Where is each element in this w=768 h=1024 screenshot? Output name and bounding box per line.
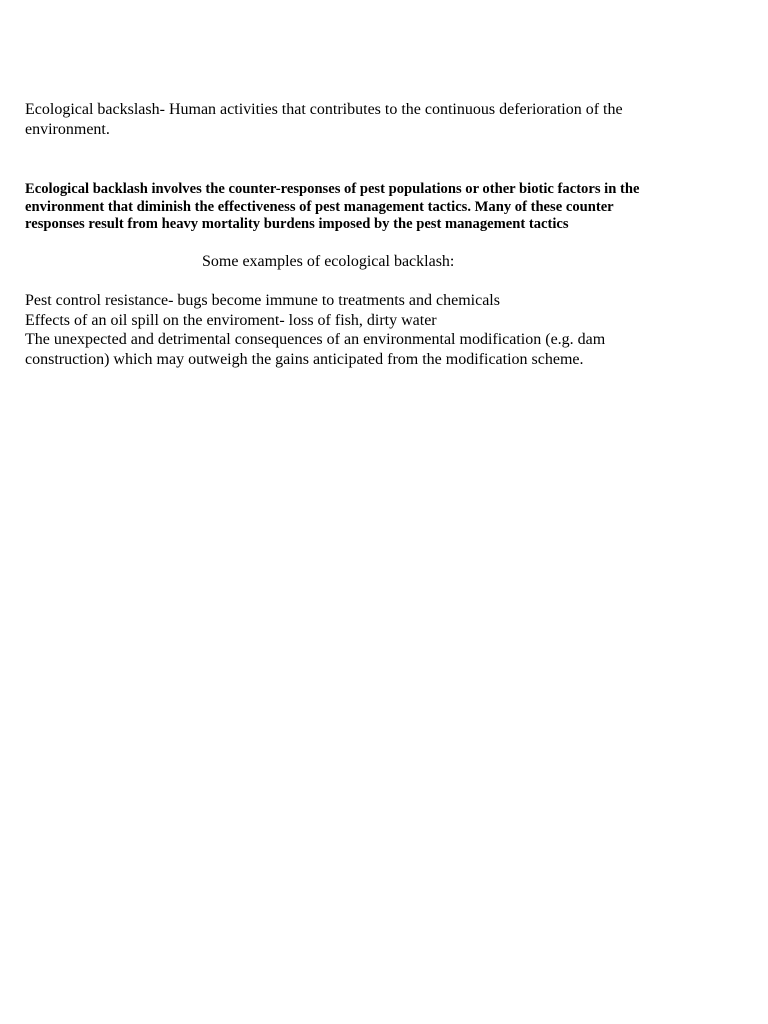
examples-heading: Some examples of ecological backlash: bbox=[202, 252, 455, 270]
example-item: Pest control resistance- bugs become immune to treatments and chemicals bbox=[25, 292, 500, 309]
example-item: The unexpected and detrimental consequences of an environmental modification (e.g. dam construction) which may outweigh the gains anticipated from the modification scheme. bbox=[25, 331, 606, 368]
bold-paragraph: Ecological backlash involves the counter-responses of pest populations or other biotic factors in the environment that diminish the effectiveness of pest management tactics. Many of these counter responses result from heavy mortality burdens imposed by the pest management tactics bbox=[25, 181, 640, 232]
examples-list bbox=[25, 291, 665, 369]
definition-text: Ecological backslash- Human activities that contributes to the continuous deferioration of the environment. bbox=[25, 101, 623, 138]
document-page bbox=[25, 100, 665, 369]
example-item: Effects of an oil spill on the enviroment- loss of fish, dirty water bbox=[25, 311, 437, 329]
